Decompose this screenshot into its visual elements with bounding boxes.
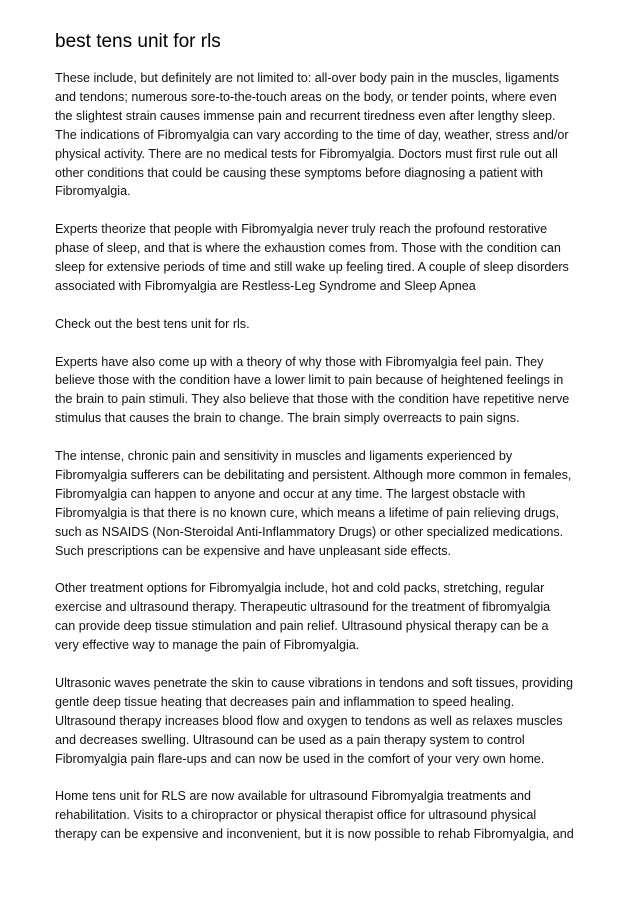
- paragraph: [55, 69, 595, 201]
- text-line: phase of sleep, and that is where the exhaustion comes from. Those with the condition can: [55, 241, 561, 256]
- document-body: [55, 69, 595, 863]
- text-line: associated with Fibromyalgia are Restless-Leg Syndrome and Sleep Apnea: [55, 278, 476, 293]
- text-line: Experts have also come up with a theory of why those with Fibromyalgia feel pain. They: [55, 354, 544, 369]
- text-line: Other treatment options for Fibromyalgia include, hot and cold packs, stretching, regular: [55, 581, 545, 596]
- text-line: such as NSAIDS (Non-Steroidal Anti-Inflammatory Drugs) or other specialized medications.: [55, 524, 564, 539]
- text-line: can provide deep tissue stimulation and pain relief. Ultrasound physical therapy can be a: [55, 619, 549, 634]
- paragraph: [55, 787, 595, 844]
- text-line: the brain to pain stimuli. They also believe that those with the condition have repetitive nerve: [55, 392, 570, 407]
- paragraph: [55, 315, 595, 334]
- text-line: stimulus that causes the brain to change. The brain simply overreacts to pain signs.: [55, 411, 520, 426]
- paragraph: [55, 447, 595, 560]
- text-line: Ultrasound therapy increases blood flow and oxygen to tendons as well as relaxes muscles: [55, 713, 563, 728]
- text-line: therapy can be expensive and inconvenient, but it is now possible to rehab Fibromyalgia, and: [55, 827, 574, 842]
- paragraph: [55, 674, 595, 769]
- paragraph: [55, 353, 595, 429]
- text-line: Experts theorize that people with Fibromyalgia never truly reach the profound restorative: [55, 222, 548, 237]
- text-line: Fibromyalgia pain flare-ups and can now be used in the comfort of your very own home.: [55, 751, 545, 766]
- text-line: Such prescriptions can be expensive and have unpleasant side effects.: [55, 543, 452, 558]
- text-line: These include, but definitely are not limited to: all-over body pain in the muscles, ligaments: [55, 71, 560, 85]
- page-title: best tens unit for rls: [55, 31, 221, 52]
- text-line: Fibromyalgia.: [55, 184, 131, 199]
- text-line: Fibromyalgia can happen to anyone and occur at any time. The largest obstacle with: [55, 486, 526, 501]
- text-line: believe those with the condition have a lower limit to pain because of heightened feelings in: [55, 373, 564, 388]
- text-line: Check out the best tens unit for rls.: [55, 316, 250, 331]
- text-line: other conditions that could be causing these symptoms before diagnosing a patient with: [55, 165, 543, 180]
- paragraph: [55, 579, 595, 655]
- text-line: Fibromyalgia sufferers can be debilitating and persistent. Although more common in females,: [55, 467, 572, 482]
- text-line: Home tens unit for RLS are now available for ultrasound Fibromyalgia treatments and: [55, 789, 532, 804]
- text-line: sleep for extensive periods of time and still wake up feeling tired. A couple of sleep disorders: [55, 260, 569, 275]
- text-line: and decreases swelling. Ultrasound can be used as a pain therapy system to control: [55, 732, 525, 747]
- text-line: exercise and ultrasound therapy. Therapeutic ultrasound for the treatment of fibromyalgia: [55, 600, 551, 615]
- text-line: gentle deep tissue heating that decreases pain and inflammation to speed healing.: [55, 694, 515, 709]
- text-line: Fibromyalgia is that there is no known cure, which means a lifetime of pain relieving drugs,: [55, 505, 559, 520]
- text-line: and tendons; numerous sore-to-the-touch areas on the body, or tender points, where even: [55, 89, 557, 104]
- paragraph: [55, 220, 595, 296]
- text-line: The indications of Fibromyalgia can vary according to the time of day, weather, stress and/or: [55, 127, 569, 142]
- text-line: The intense, chronic pain and sensitivity in muscles and ligaments experienced by: [55, 449, 513, 464]
- text-line: physical activity. There are no medical tests for Fibromyalgia. Doctors must first rule out all: [55, 146, 558, 161]
- text-line: rehabilitation. Visits to a chiropractor or physical therapist office for ultrasound physical: [55, 808, 537, 823]
- text-line: very effective way to manage the pain of Fibromyalgia.: [55, 638, 360, 653]
- text-line: the slightest strain causes immense pain and recurrent tiredness even after lengthy sleep.: [55, 108, 556, 123]
- text-line: Ultrasonic waves penetrate the skin to cause vibrations in tendons and soft tissues, providing: [55, 675, 574, 690]
